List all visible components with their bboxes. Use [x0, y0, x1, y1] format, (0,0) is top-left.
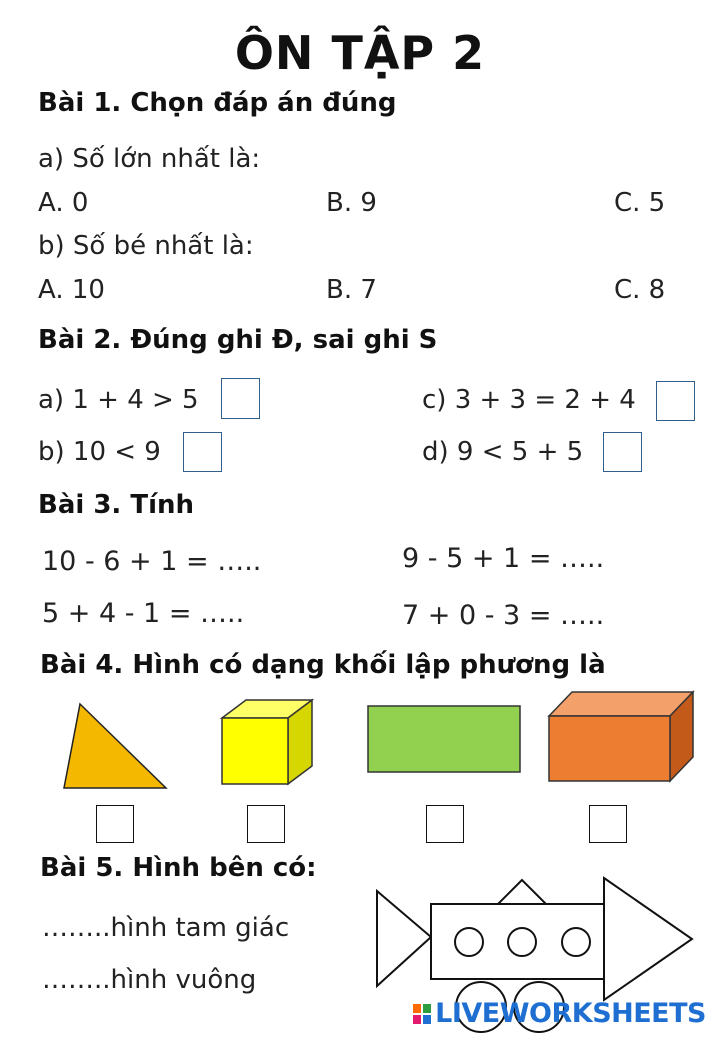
exercise-1b-option-a[interactable]: A. 10 [38, 275, 105, 305]
cube-answer-box[interactable] [247, 805, 285, 843]
exercise-2b-statement: b) 10 < 9 [38, 437, 161, 467]
exercise-2a-statement: a) 1 + 4 > 5 [38, 385, 199, 415]
rectangle-answer-box[interactable] [426, 805, 464, 843]
exercise-1a-option-b[interactable]: B. 9 [326, 188, 377, 218]
exercise-4-heading: Bài 4. Hình có dạng khối lập phương là [40, 650, 606, 680]
exercise-5-square-count[interactable]: ……..hình vuông [42, 965, 257, 995]
exercise-2d-answer-box[interactable] [603, 432, 642, 472]
exercise-2a-answer-box[interactable] [221, 378, 260, 419]
exercise-5-heading: Bài 5. Hình bên có: [40, 853, 317, 883]
liveworksheets-watermark-text: LIVEWORKSHEETS [435, 998, 706, 1029]
exercise-1b-option-b[interactable]: B. 7 [326, 275, 377, 305]
exercise-2d-statement: d) 9 < 5 + 5 [422, 437, 584, 467]
exercise-1a-option-a[interactable]: A. 0 [38, 188, 89, 218]
exercise-2b-answer-box[interactable] [183, 432, 222, 472]
exercise-2-heading: Bài 2. Đúng ghi Đ, sai ghi S [38, 325, 438, 355]
exercise-2c-answer-box[interactable] [656, 381, 695, 421]
exercise-3-item-2[interactable]: 9 - 5 + 1 = ….. [402, 543, 605, 574]
exercise-2c-statement: c) 3 + 3 = 2 + 4 [422, 385, 636, 415]
exercise-1b-option-c[interactable]: C. 8 [614, 275, 666, 305]
triangle-answer-box[interactable] [96, 805, 134, 843]
exercise-3-item-3[interactable]: 5 + 4 - 1 = ….. [42, 598, 245, 629]
page-title: ÔN TẬP 2 [234, 26, 486, 80]
exercise-1b-question: b) Số bé nhất là: [38, 231, 254, 261]
liveworksheets-logo-icon [413, 1004, 431, 1024]
exercise-3-item-4[interactable]: 7 + 0 - 3 = ….. [402, 600, 605, 631]
exercise-1a-option-c[interactable]: C. 5 [614, 188, 666, 218]
exercise-1-heading: Bài 1. Chọn đáp án đúng [38, 88, 397, 118]
cuboid-answer-box[interactable] [589, 805, 627, 843]
exercise-1a-question: a) Số lớn nhất là: [38, 144, 261, 174]
exercise-3-item-1[interactable]: 10 - 6 + 1 = ….. [42, 546, 262, 577]
exercise-3-heading: Bài 3. Tính [38, 490, 195, 520]
exercise-5-triangle-count[interactable]: ……..hình tam giác [42, 913, 290, 943]
cuboid-shape [0, 700, 720, 820]
liveworksheets-watermark [413, 998, 706, 1029]
